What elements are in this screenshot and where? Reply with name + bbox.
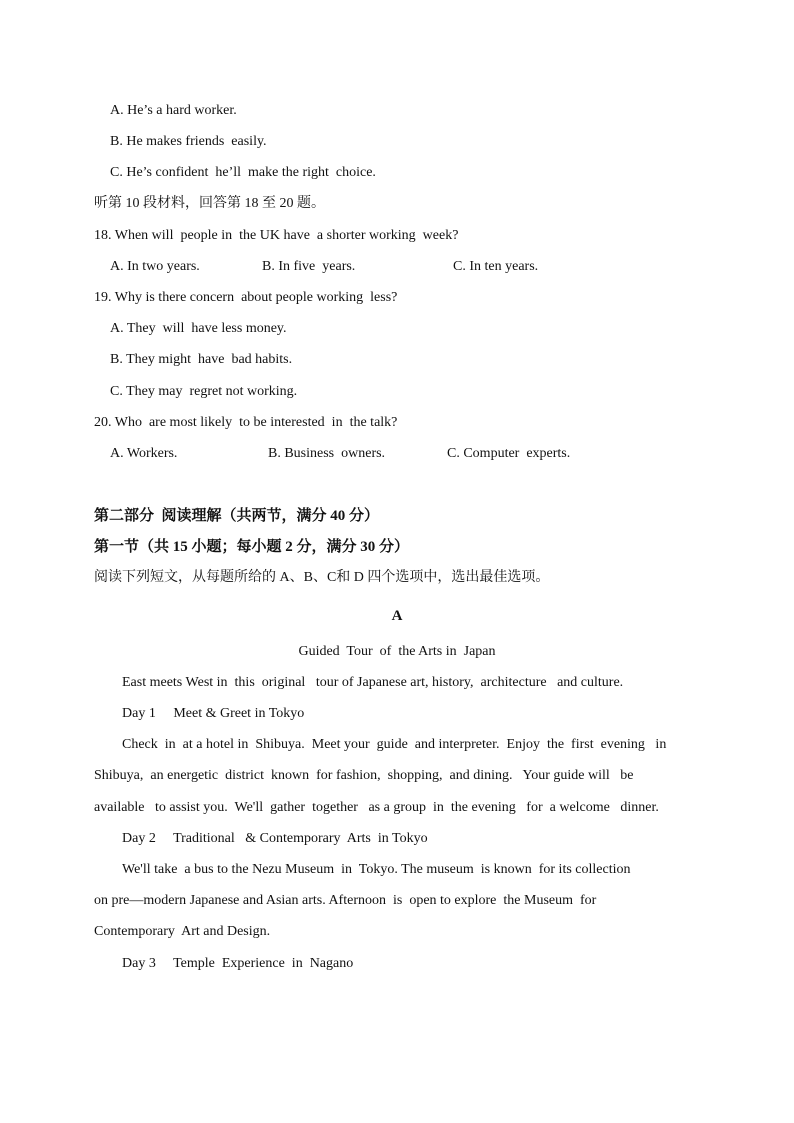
q17-option-b: B. He makes friends easily. [110,134,267,149]
q19-option-b: B. They might have bad habits. [110,352,293,367]
day3-heading: Day 3 Temple Experience in Nagano [122,956,354,971]
q18-option-b: B. In five years. [262,259,356,274]
day1-heading: Day 1 Meet & Greet in Tokyo [122,706,305,721]
passage-intro: East meets West in this original tour of Japanese art, history, architecture and culture. [122,675,624,690]
day1-line-3: available to assist you. We'll gather together as a group in the evening for a welcome dinner. [94,800,659,815]
q20-option-b: B. Business owners. [268,446,386,461]
day2-line-3: Contemporary Art and Design. [94,924,271,939]
part2-heading: 第二部分 阅读理解（共两节，满分 40 分） [94,508,380,524]
q18-option-c: C. In ten years. [453,259,539,274]
day2-line-1: We'll take a bus to the Nezu Museum in Tokyo. The museum is known for its collection [122,862,631,877]
q18-question: 18. When will people in the UK have a shorter working week? [94,228,459,243]
day2-line-2: on pre—modern Japanese and Asian arts. Afternoon is open to explore the Museum for [94,893,597,908]
q18-option-a: A. In two years. [110,259,200,274]
q20-option-c: C. Computer experts. [447,446,571,461]
q20-options [0,445,794,463]
q20-option-a: A. Workers. [110,446,178,461]
q17-option-a: A. He’s a hard worker. [110,103,237,118]
day2-heading: Day 2 Traditional & Contemporary Arts in Tokyo [122,831,428,846]
q19-question: 19. Why is there concern about people working less? [94,290,398,305]
q17-option-c: C. He’s confident he’ll make the right choice. [110,165,376,180]
q19-option-a: A. They will have less money. [110,321,287,336]
section10-instruction: 听第 10 段材料，回答第 18 至 20 题。 [94,196,325,211]
reading-instruction: 阅读下列短文，从每题所给的 A、B、C和 D 四个选项中，选出最佳选项。 [94,570,550,585]
q19-option-c: C. They may regret not working. [110,384,298,399]
q18-options [0,258,794,276]
section1-heading: 第一节（共 15 小题；每小题 2 分，满分 30 分） [94,539,410,555]
passage-letter: A [391,608,403,624]
passage-title: Guided Tour of the Arts in Japan [298,644,496,659]
day1-line-1: Check in at a hotel in Shibuya. Meet your guide and interpreter. Enjoy the first evening in [122,737,667,752]
day1-line-2: Shibuya, an energetic district known for fashion, shopping, and dining. Your guide will be [94,768,634,783]
q20-question: 20. Who are most likely to be interested in the talk? [94,415,398,430]
